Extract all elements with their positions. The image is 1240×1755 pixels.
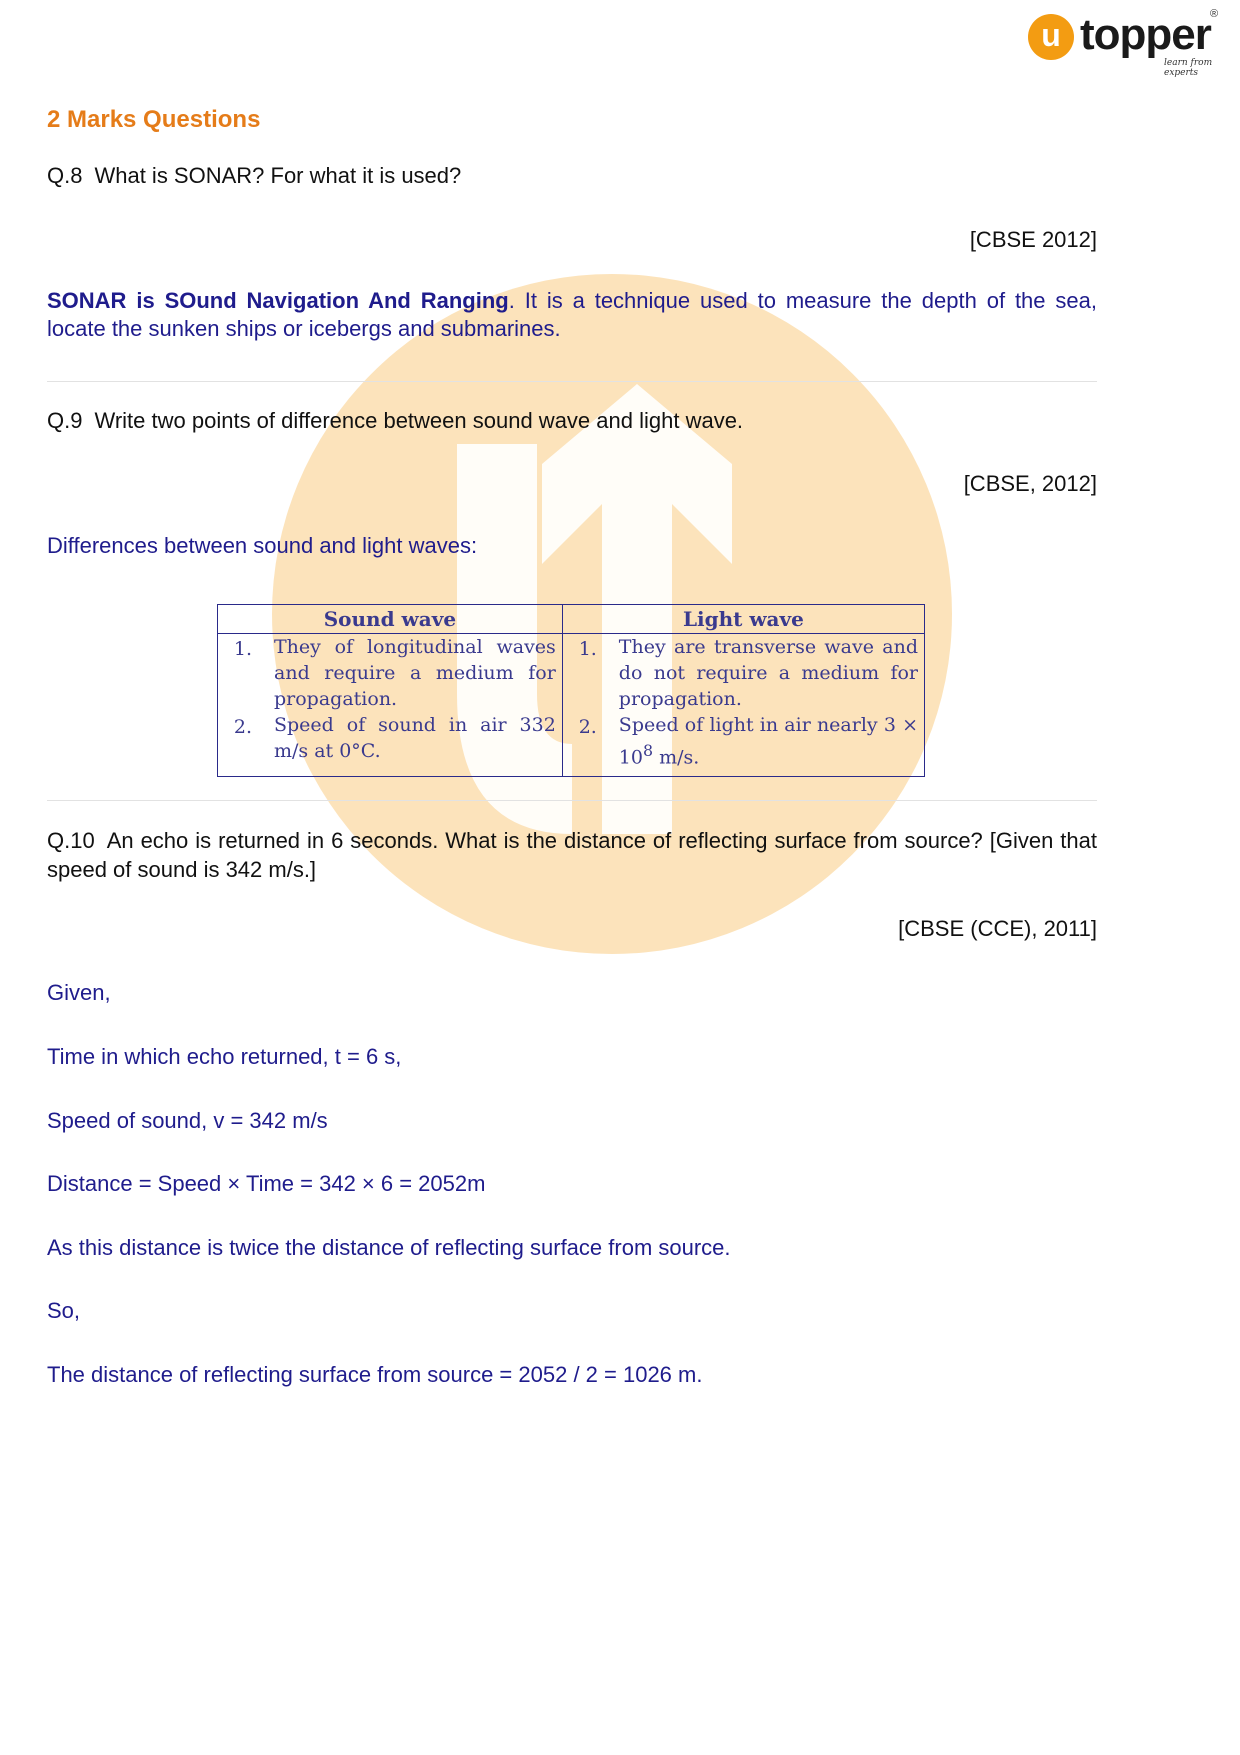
row-number: 1. xyxy=(233,638,253,660)
light-wave-cell: Speed of light in air nearly $3 \times 10^8$ m/s. xyxy=(618,714,918,769)
question-8-answer xyxy=(47,287,1097,343)
light-wave-header: Light wave xyxy=(562,605,924,634)
exponent: 8 xyxy=(642,741,654,760)
topper-logo xyxy=(1028,8,1228,78)
row-number: 1. xyxy=(578,638,597,660)
sound-wave-header: Sound wave xyxy=(218,605,563,634)
question-10-reference: [CBSE (CCE), 2011] xyxy=(898,916,1097,941)
question-text: What is SONAR? For what it is used? xyxy=(94,163,462,188)
answer-line: The distance of reflecting surface from source = 2052 / 2 = 1026 m. xyxy=(47,1362,703,1387)
question-8 xyxy=(47,163,461,189)
question-number: Q.9 xyxy=(47,408,83,433)
light-wave-cell: They are transverse wave and do not require a medium for propagation. xyxy=(618,636,918,710)
registered-mark: ® xyxy=(1210,8,1219,20)
sound-wave-cell: Speed of sound in air 332 m/s at 0°C. xyxy=(268,712,562,777)
answer-line: Distance = Speed × Time = 342 × 6 = 2052m xyxy=(47,1171,486,1196)
answer-text: . It is a technique used to measure the depth of the sea, locate the sunken ships or icebergs and submarines. xyxy=(47,288,1097,341)
table-row xyxy=(218,712,925,777)
question-text: An echo is returned in 6 seconds. What is the distance of reflecting surface from source? [Given that speed of sound is 342 m/s.] xyxy=(47,828,1097,882)
answer-line: So, xyxy=(47,1298,81,1323)
question-text: Write two points of difference between sound wave and light wave. xyxy=(94,408,744,433)
table-row xyxy=(218,634,925,713)
logo-tagline: learn from experts xyxy=(1164,58,1213,78)
row-number: 2. xyxy=(233,716,253,738)
logo-mark: u xyxy=(1028,14,1074,60)
difference-table xyxy=(217,604,925,777)
question-number: Q.10 xyxy=(47,828,95,853)
divider xyxy=(47,800,1097,801)
sound-wave-cell: They of longitudinal waves and require a medium for propagation. xyxy=(268,634,562,713)
question-9 xyxy=(47,408,743,434)
section-heading: 2 Marks Questions xyxy=(47,106,261,133)
question-9-answer-intro: Differences between sound and light waves: xyxy=(47,533,478,558)
row-number: 2. xyxy=(578,716,597,738)
answer-line: Speed of sound, v = 342 m/s xyxy=(47,1108,328,1133)
answer-line: Time in which echo returned, t = 6 s, xyxy=(47,1044,402,1069)
logo-wordmark: topper xyxy=(1080,10,1211,59)
question-number: Q.8 xyxy=(47,163,83,188)
question-9-reference: [CBSE, 2012] xyxy=(963,471,1097,496)
answer-line: Given, xyxy=(47,980,111,1005)
question-10 xyxy=(47,826,1097,884)
divider xyxy=(47,381,1097,382)
answer-bold-term: SONAR is SOund Navigation And Ranging xyxy=(47,288,509,313)
answer-line: As this distance is twice the distance of reflecting surface from source. xyxy=(47,1235,731,1260)
question-8-reference: [CBSE 2012] xyxy=(969,227,1097,252)
